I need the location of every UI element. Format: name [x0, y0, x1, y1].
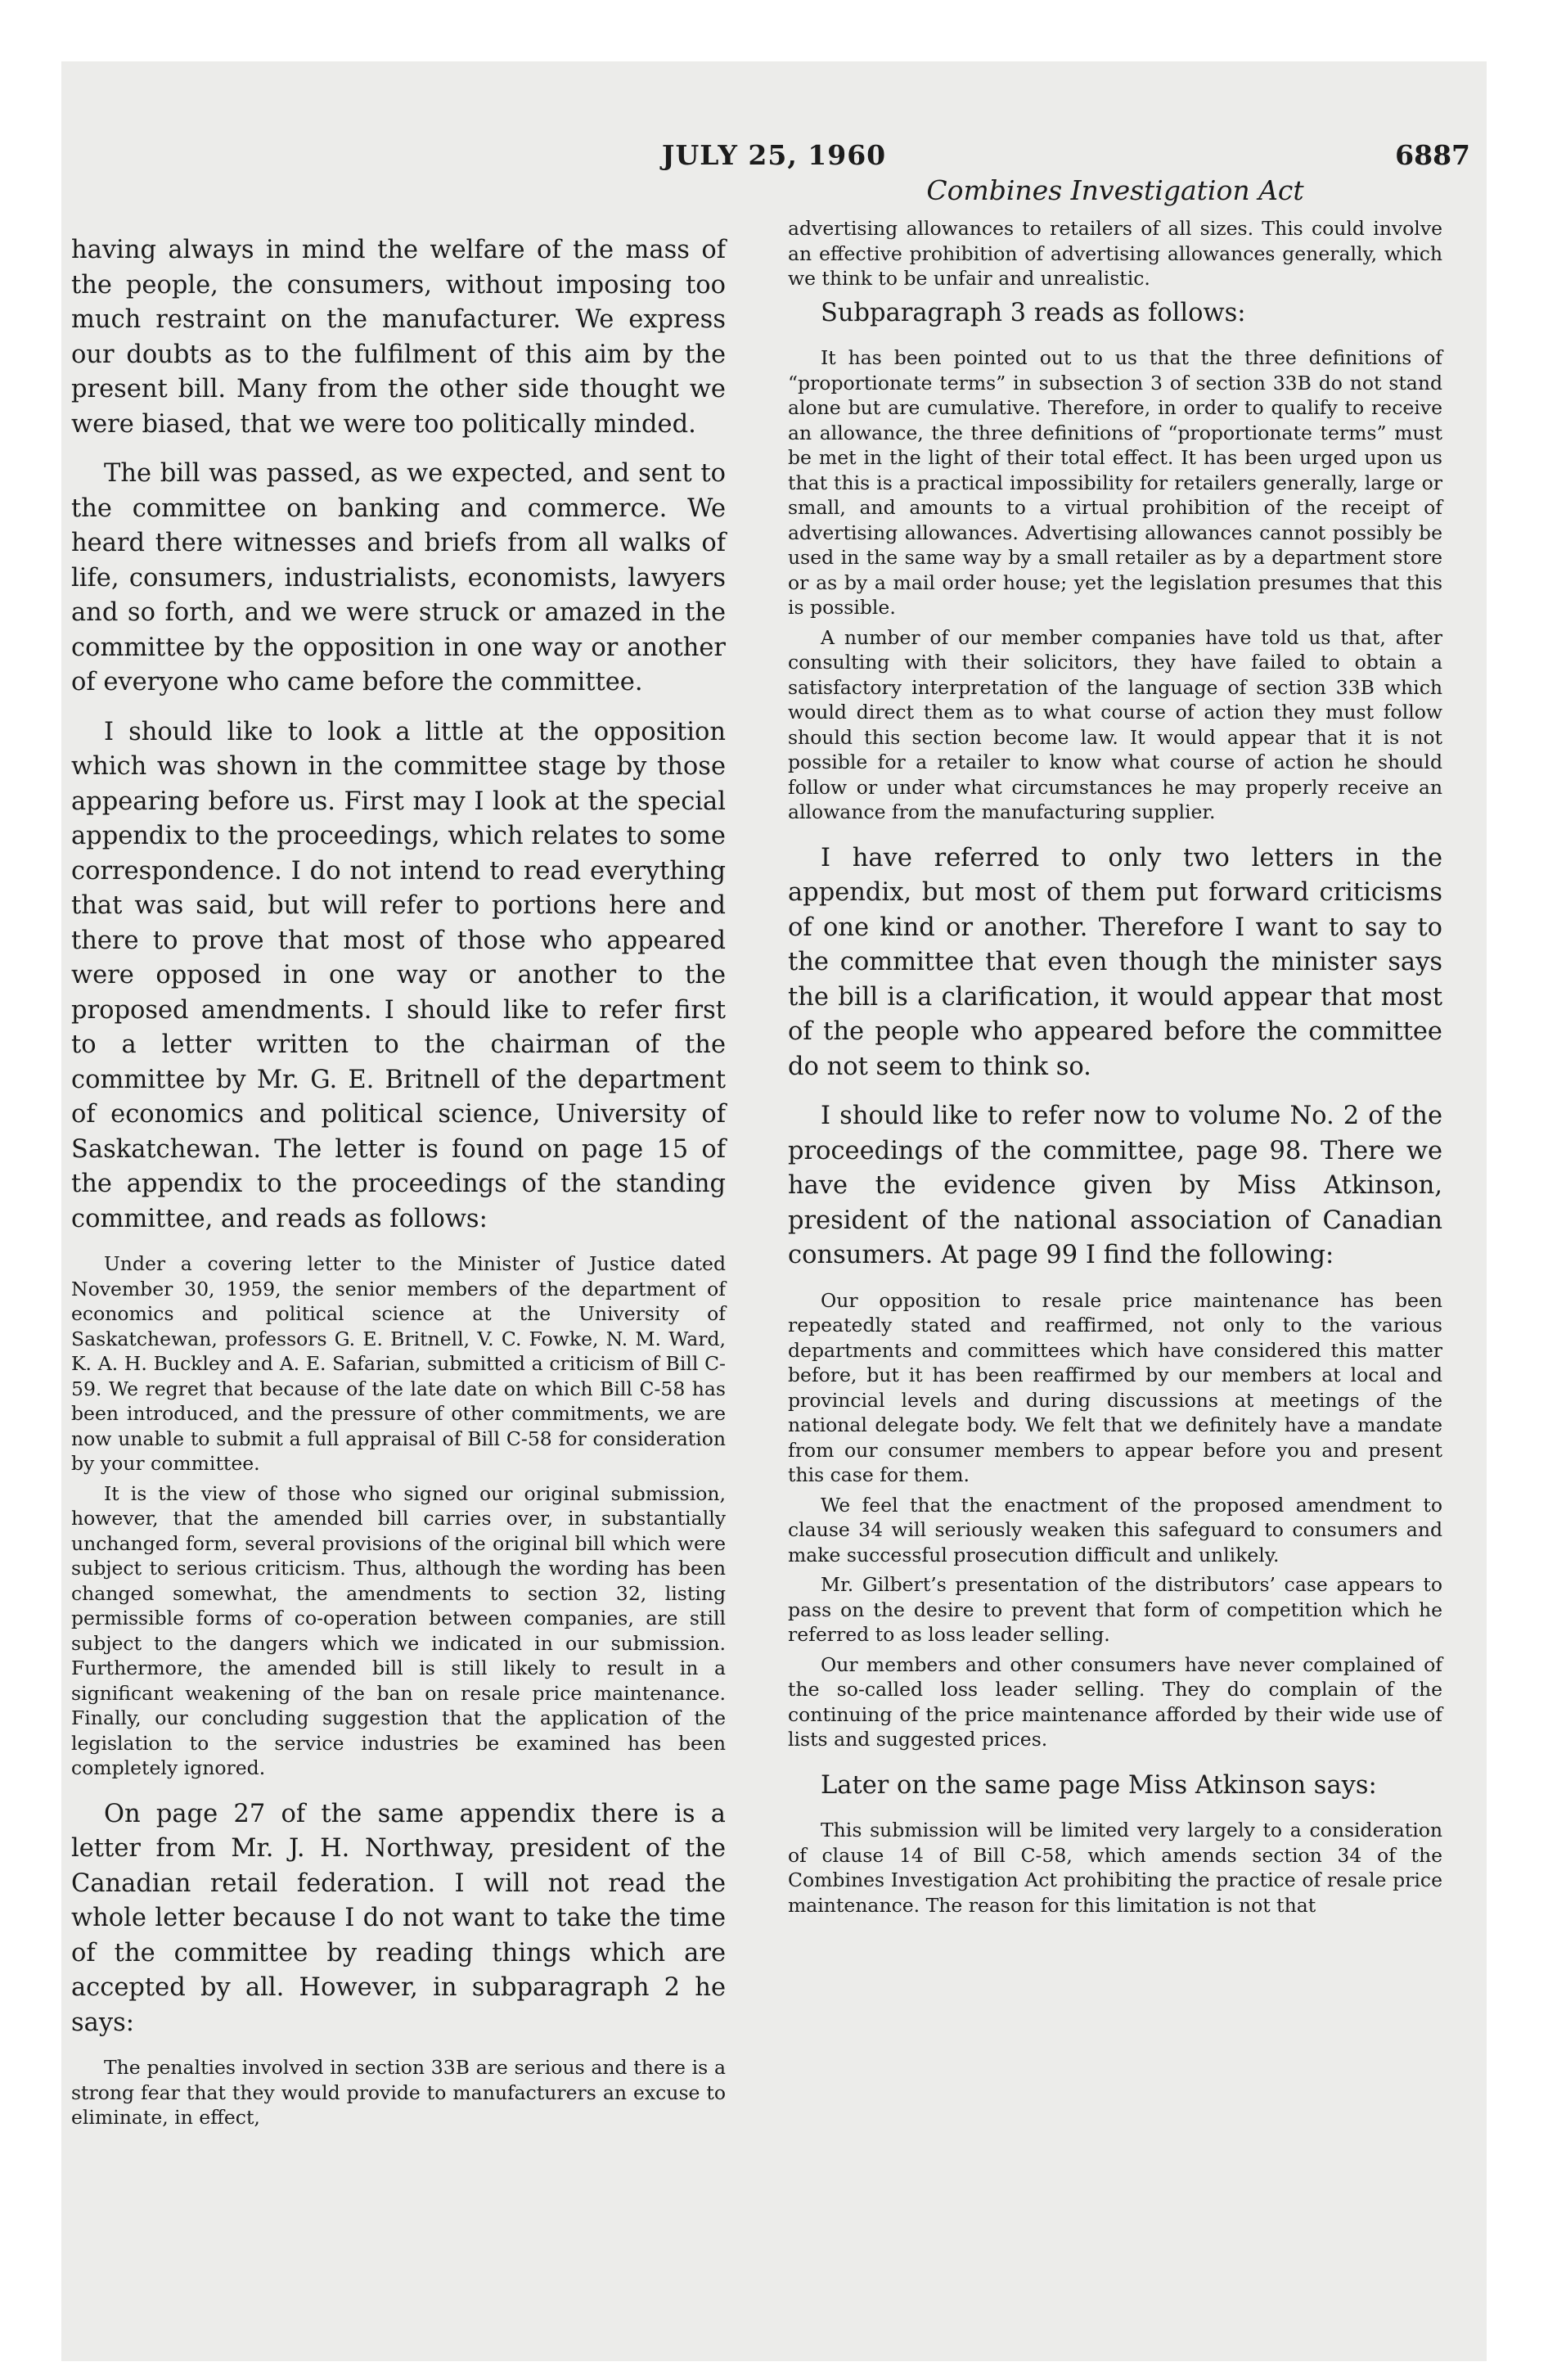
- block-quote: Mr. Gilbert’s presentation of the distributors’ case appears to pass on the desire to prevent that form of competition which he referred to as loss leader selling.: [788, 1573, 1442, 1646]
- block-quote: A number of our member companies have told us that, after consulting with their solicitors, they have failed to obtain a satisfactory interpretation of the language of section 33B which would direct them as to what course of action they must follow should this section become law. It would appear that it is not possible for a retailer to know what course of action he should follow or under what circumstances he may properly receive an allowance from the manufacturing supplier.: [788, 625, 1442, 823]
- page-date: JULY 25, 1960: [661, 139, 887, 171]
- block-quote: It has been pointed out to us that the three definitions of “proportionate terms” in subsection 3 of section 33B do not stand alone but are cumulative. Therefore, in order to qualify to receive an allowance, the three definitions of “proportionate terms” must be met in the light of their total effect. It has been urged upon us that this is a practical impossibility for retailers generally, large or small, and amounts to a virtual prohibition of the receipt of advertising allowances. Advertising allowances cannot possibly be used in the same way by a small retailer as by a department store or as by a mail order house; yet the legislation presumes that this is possible.: [788, 346, 1442, 619]
- block-quote: We feel that the enactment of the proposed amendment to clause 34 will seriously weaken this safeguard to consumers and make successful prosecution difficult and unlikely.: [788, 1493, 1442, 1566]
- paragraph: Subparagraph 3 reads as follows:: [821, 298, 1246, 327]
- paragraph: On page 27 of the same appendix there is a letter from Mr. J. H. Northway, president of the Canadian retail federation. I will not read the whole letter because I do not want to take the time of the committee by reading things which are accepted by all. However, in subparagraph 2 he says:: [71, 1799, 726, 2037]
- paragraph: Later on the same page Miss Atkinson says:: [821, 1770, 1377, 1800]
- paragraph: I should like to look a little at the opposition which was shown in the committee stage by those appearing before us. First may I look at the special appendix to the proceedings, which relates to some correspondence. I do not intend to read everything that was said, but will refer to portions here and there to prove that most of those who appeared were opposed in one way or another to the proposed amendments. I should like to refer first to a letter written to the chairman of the committee by Mr. G. E. Britnell of the department of economics and political science, University of Saskatchewan. The letter is found on page 15 of the appendix to the proceedings of the standing committee, and reads as follows:: [71, 717, 726, 1233]
- right-column: [788, 174, 1442, 1922]
- paragraph: I should like to refer now to volume No. 2 of the proceedings of the committee, page 98. There we have the evidence given by Miss Atkinson, president of the national association of Canadian consumers. At page 99 I find the following:: [788, 1102, 1442, 1269]
- page-number: 6887: [1395, 139, 1470, 171]
- left-column: [71, 233, 726, 2135]
- block-quote: Our members and other consumers have never complained of the so-called loss leader selling. They do complain of the continuing of the price maintenance afforded by their wide use of lists and suggested prices.: [788, 1652, 1442, 1751]
- paragraph: The bill was passed, as we expected, and sent to the committee on banking and commerce. We heard there witnesses and briefs from all walks of life, consumers, industrialists, economists, lawyers and so forth, and we were struck or amazed in the committee by the opposition in one way or another of everyone who came before the committee.: [71, 459, 726, 696]
- block-quote: It is the view of those who signed our original submission, however, that the amended bill carries over, in substantially unchanged form, several provisions of the original bill which were subject to serious criticism. Thus, although the wording has been changed somewhat, the amendments to section 32, listing permissible forms of co-operation between companies, are still subject to the dangers which we indicated in our submission. Furthermore, the amended bill is still likely to result in a significant weakening of the ban on resale price maintenance. Finally, our concluding suggestion that the application of the legislation to the service industries be examined has been completely ignored.: [71, 1481, 726, 1779]
- page: [61, 61, 1487, 2361]
- block-quote: advertising allowances to retailers of all sizes. This could involve an effective prohibition of advertising allowances generally, which we think to be unfair and unrealistic.: [788, 217, 1442, 290]
- paragraph: I have referred to only two letters in the appendix, but most of them put forward criticisms of one kind or another. Therefore I want to say to the committee that even though the minister says the bill is a clarification, it would appear that most of the people who appeared before the committee do not seem to think so.: [788, 843, 1442, 1081]
- block-quote: This submission will be limited very largely to a consideration of clause 14 of Bill C-58, which amends section 34 of the Combines Investigation Act prohibiting the practice of resale price maintenance. The reason for this limitation is not that: [788, 1819, 1442, 1917]
- block-quote: Our opposition to resale price maintenance has been repeatedly stated and reaffirmed, not only to the various departments and committees which have considered this matter before, but it has been reaffirmed by our members at local and provincial levels and during discussions at meetings of the national delegate body. We felt that we definitely have a mandate from our consumer members to appear before you and present this case for them.: [788, 1288, 1442, 1486]
- paragraph: having always in mind the welfare of the mass of the people, the consumers, without imposing too much restraint on the manufacturer. We express our doubts as to the fulfilment of this aim by the present bill. Many from the other side thought we were biased, that we were too politically minded.: [71, 236, 726, 439]
- block-quote: The penalties involved in section 33B are serious and there is a strong fear that they would provide to manufacturers an excuse to eliminate, in effect,: [71, 2056, 726, 2129]
- running-head: Combines Investigation Act: [926, 174, 1304, 206]
- block-quote: Under a covering letter to the Minister of Justice dated November 30, 1959, the senior members of the department of economics and political science at the University of Saskatchewan, professors G. E. Britnell, V. C. Fowke, N. M. Ward, K. A. H. Buckley and A. E. Safarian, submitted a criticism of Bill C-59. We regret that because of the late date on which Bill C-58 has been introduced, and the pressure of other commitments, we are now unable to submit a full appraisal of Bill C-58 for consideration by your committee.: [71, 1252, 726, 1475]
